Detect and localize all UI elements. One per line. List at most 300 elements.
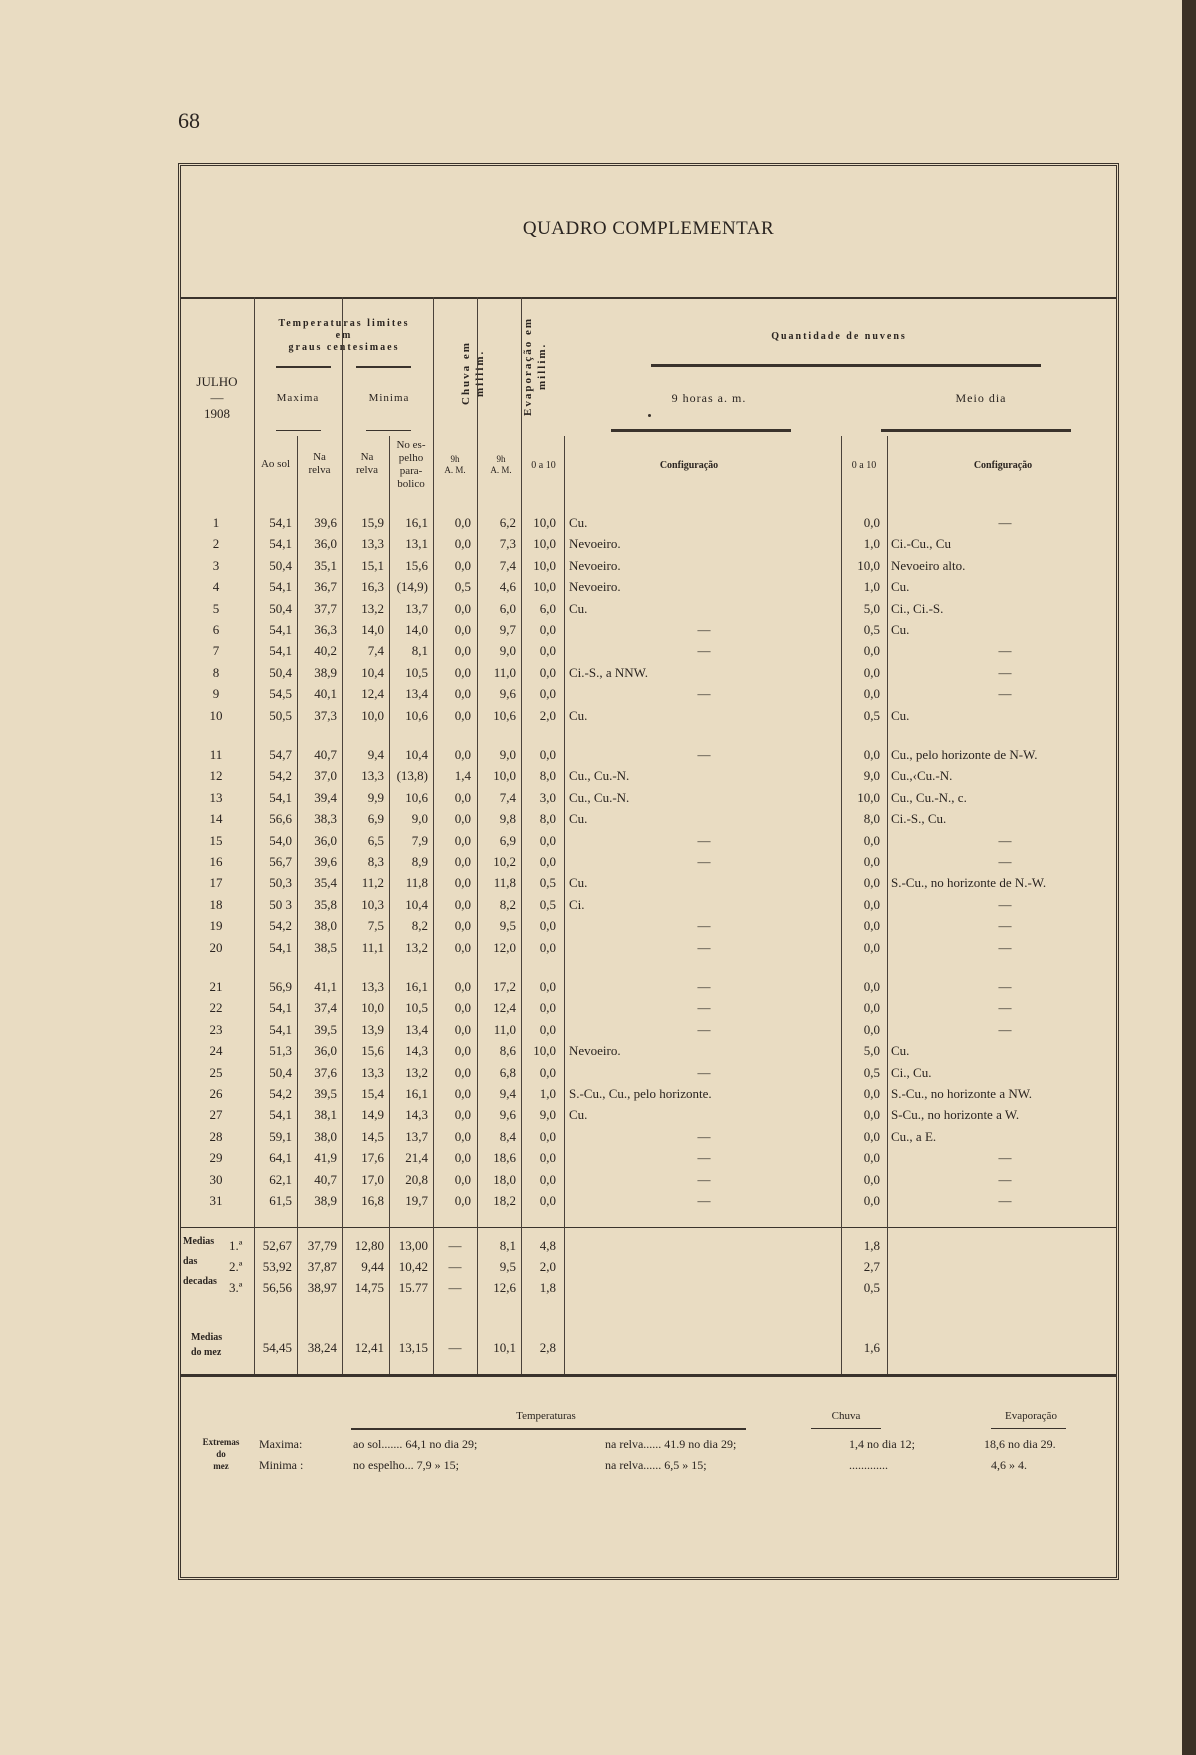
cell-relva-min: 15,9: [361, 515, 384, 530]
cell-sol: 54,1: [269, 1021, 292, 1037]
cell-relva-max: 38,0: [314, 918, 337, 934]
cell-n12: 8,0: [863, 811, 880, 827]
cell-espelho: 15.77: [398, 1280, 428, 1295]
cell-sol: 54,5: [269, 686, 292, 702]
cell-evap: 9,5: [499, 1259, 516, 1274]
cell-sol: 54,1: [269, 643, 292, 659]
table-row: [181, 1039, 1122, 1061]
cell-evap: 8,4: [499, 1128, 516, 1144]
cell-evap: 11,0: [493, 1021, 516, 1037]
cell-evap: 18,6: [493, 1150, 516, 1166]
cell-relva-max: 37,87: [307, 1259, 337, 1274]
cell-espelho: 10,42: [398, 1259, 428, 1274]
cell-relva-max: 36,0: [314, 1043, 337, 1059]
decade-row: [181, 1276, 1122, 1298]
cell-relva-min: 14,5: [361, 1128, 384, 1144]
na-relva-min-label: Na relva: [356, 451, 378, 476]
footer-min-espelho: no espelho... 7,9 » 15;: [353, 1458, 459, 1472]
cell-day: 19: [209, 918, 223, 934]
cell-espelho: 10,5: [405, 664, 428, 680]
cell-espelho: 8,9: [411, 854, 428, 869]
cloud-amount-9h-label: 0 a 10: [531, 460, 556, 471]
cell-relva-min: 13,3: [361, 536, 384, 552]
cell-sol: 50,4: [269, 600, 292, 616]
footer-max-chuva: 1,4 no dia 12;: [849, 1437, 915, 1451]
cell-relva-max: 37,79: [307, 1238, 337, 1253]
cell-n12: 0,0: [863, 1000, 880, 1016]
cell-day: 27: [209, 1107, 223, 1123]
cell-c9: —: [697, 1193, 711, 1208]
cloud-amount-noon-label: 0 a 10: [851, 460, 877, 471]
cell-evap: 12,4: [493, 1000, 516, 1016]
swash: [276, 366, 331, 368]
swash: [366, 430, 411, 431]
cell-evap: 9,5: [499, 918, 516, 934]
cell-c12: —: [998, 1021, 1012, 1037]
cell-relva-max: 39,5: [314, 1086, 337, 1101]
swash: [811, 1428, 881, 1429]
table-row: [181, 618, 1122, 640]
cell-n12: 0,0: [863, 515, 880, 530]
cell-relva-min: 16,3: [361, 579, 384, 595]
decade-row: [181, 1234, 1122, 1256]
cell-sol: 54,2: [269, 1086, 292, 1101]
cell-c9: Cu.: [569, 600, 588, 616]
cell-c12: —: [998, 515, 1012, 530]
cell-c9: Cu.: [569, 515, 588, 530]
cell-sol: 62,1: [269, 1171, 292, 1187]
cell-relva-max: 37,6: [314, 1064, 337, 1080]
cell-c9: —: [697, 686, 711, 702]
cell-espelho: 14,3: [405, 1107, 428, 1123]
cell-day: 11: [209, 747, 223, 762]
cell-sol: 59,1: [269, 1128, 292, 1144]
cell-espelho: 13,7: [405, 600, 428, 616]
cell-day: 5: [212, 600, 220, 616]
cell-chuva: 0,0: [454, 875, 471, 891]
cell-sol: 56,9: [269, 979, 292, 994]
cell-day: 9: [212, 686, 220, 702]
cell-relva-max: 38,3: [314, 811, 337, 827]
footer-minima-label: Minima :: [259, 1458, 304, 1472]
cell-n12: 0,0: [863, 1107, 880, 1123]
cell-chuva: 0,0: [454, 643, 471, 659]
cell-day: 8: [212, 664, 220, 680]
swash: [276, 430, 321, 431]
cell-chuva: 0,0: [454, 1171, 471, 1187]
cell-chuva: 0,0: [454, 811, 471, 827]
cell-c12: —: [998, 686, 1012, 702]
cell-relva-min: 7,4: [367, 643, 384, 659]
cell-day: 24: [209, 1043, 223, 1059]
cell-c9: —: [697, 854, 711, 869]
cell-n9: 4,8: [539, 1238, 556, 1253]
table-row: [181, 1082, 1122, 1104]
cell-chuva: 0,0: [454, 515, 471, 530]
cell-c9: —: [697, 918, 711, 934]
cell-sol: 54,7: [269, 747, 292, 762]
cell-day: 20: [209, 939, 223, 955]
cell-day: 28: [209, 1128, 223, 1144]
cell-n9: 0,0: [539, 686, 556, 702]
cell-evap: 18,2: [493, 1193, 516, 1208]
table-row: [181, 829, 1122, 851]
cell-evap: 10,2: [493, 854, 516, 869]
cell-n12: 0,0: [863, 875, 880, 891]
cell-espelho: 15,6: [405, 557, 428, 573]
cell-espelho: (14,9): [396, 579, 428, 595]
cell-evap: 12,6: [493, 1280, 516, 1295]
cell-c9: Nevoeiro.: [569, 536, 621, 552]
cell-sol: 54,1: [269, 939, 292, 955]
cell-n9: 2,0: [539, 707, 556, 723]
cell-c12: —: [998, 1000, 1012, 1016]
cell-n12: 0,0: [863, 854, 880, 869]
cell-n9: 2,0: [539, 1259, 556, 1274]
cell-c9: —: [697, 1021, 711, 1037]
cell-c12: Ci., Cu.: [891, 1064, 932, 1080]
cell-n9: 10,0: [533, 1043, 556, 1059]
cell-c9: —: [697, 939, 711, 955]
cell-day: 4: [212, 579, 220, 595]
cell-relva-min: 8,3: [367, 854, 384, 869]
cell-c12: Cu., pelo horizonte de N-W.: [891, 747, 1038, 762]
cell-chuva: —: [448, 1238, 462, 1253]
cell-relva-max: 38,9: [314, 664, 337, 680]
cell-n12: 1,8: [863, 1238, 880, 1253]
cell-n9: 0,0: [539, 1021, 556, 1037]
evaporacao-header: Evaporação em millim.: [522, 316, 548, 416]
cell-n12: 0,0: [863, 686, 880, 702]
cell-sol: 50,5: [269, 707, 292, 723]
cell-relva-min: 15,6: [361, 1043, 384, 1059]
cell-day: 3: [212, 557, 220, 573]
cell-c12: —: [998, 643, 1012, 659]
cell-relva-min: 13,3: [361, 979, 384, 994]
cell-chuva: 0,0: [454, 832, 471, 848]
footer-min-relva: na relva...... 6,5 » 15;: [605, 1458, 707, 1472]
table-row: [181, 597, 1122, 619]
cell-c12: S-Cu., no horizonte a W.: [891, 1107, 1020, 1123]
cell-espelho: 16,1: [405, 979, 428, 994]
cell-n9: 0,0: [539, 1128, 556, 1144]
cell-relva-min: 13,9: [361, 1021, 384, 1037]
cell-c12: —: [998, 939, 1012, 955]
cell-c12: —: [998, 1171, 1012, 1187]
cell-sol: 61,5: [269, 1193, 292, 1208]
cell-day: 26: [209, 1086, 223, 1101]
cell-c12: Cu., a E.: [891, 1128, 937, 1144]
cell-relva-min: 14,9: [361, 1107, 384, 1123]
cell-c12: Ci.-S., Cu.: [891, 811, 947, 827]
footer-max-sol: ao sol....... 64,1 no dia 29;: [353, 1437, 478, 1451]
cell-evap: 6,0: [499, 600, 516, 616]
cell-c12: —: [998, 854, 1012, 869]
cell-sol: 50 3: [269, 896, 292, 912]
cell-day: 13: [209, 789, 223, 805]
monthly-mean-row: 54,45 38,24 12,41 13,15 — 10,1 2,8 1,6: [262, 1340, 880, 1355]
cell-relva-max: 40,7: [314, 1171, 337, 1187]
table-row: [181, 893, 1122, 915]
swash: [611, 429, 791, 432]
cell-sol: 51,3: [269, 1043, 292, 1059]
cell-sol: 54,2: [269, 768, 292, 784]
cell-chuva: 0,0: [454, 747, 471, 762]
cell-chuva: 0,0: [454, 622, 471, 637]
cell-evap: 9,8: [499, 811, 516, 827]
cell-relva-max: 35,4: [314, 875, 337, 891]
cell-sol: 54,1: [269, 536, 292, 552]
cell-label: 3.ª: [229, 1280, 243, 1295]
cell-espelho: 13,7: [405, 1128, 428, 1144]
table-row: [181, 914, 1122, 936]
table-row: [181, 1061, 1122, 1083]
cell-relva-min: 6,5: [367, 832, 384, 848]
cell-chuva: 0,0: [454, 918, 471, 934]
cell-c9: Cu.: [569, 875, 588, 891]
cell-espelho: 13,2: [405, 1064, 428, 1080]
cell-n9: 0,5: [539, 875, 556, 891]
na-relva-max-label: Na relva: [308, 451, 331, 476]
cell-n9: 0,0: [539, 747, 556, 762]
cell-espelho: 9,0: [411, 811, 428, 827]
page-edge: [1182, 0, 1196, 1755]
cell-c12: —: [998, 918, 1012, 934]
footer-maxima-label: Maxima:: [259, 1437, 303, 1451]
cell-n9: 1,0: [539, 1086, 556, 1101]
cell-espelho: 16,1: [405, 515, 428, 530]
cell-relva-max: 39,6: [314, 515, 337, 530]
cell-c12: Cu., Cu.-N., c.: [891, 789, 967, 805]
cell-sol: 50,4: [269, 557, 292, 573]
table-row: [181, 554, 1122, 576]
cell-espelho: 10,5: [405, 1000, 428, 1016]
cell-espelho: 8,1: [411, 643, 428, 659]
cell-n12: 0,0: [863, 939, 880, 955]
cell-relva-max: 39,4: [314, 789, 337, 805]
cell-c12: Cu.: [891, 707, 910, 723]
cell-chuva: 0,0: [454, 536, 471, 552]
cell-day: 18: [209, 896, 223, 912]
temperature-group-label: Temperaturas limites em graus centesimaes: [278, 318, 410, 353]
cell-n9: 0,0: [539, 1064, 556, 1080]
cell-evap: 9,6: [499, 686, 516, 702]
cell-day: 2: [212, 536, 220, 552]
decade-row: [181, 1255, 1122, 1277]
cell-chuva: 0,0: [454, 1128, 471, 1144]
cell-n9: 10,0: [533, 579, 556, 595]
cell-sol: 54,1: [269, 579, 292, 595]
cell-espelho: 8,2: [411, 918, 428, 934]
table-row: [181, 1146, 1122, 1168]
cell-day: 6: [212, 622, 220, 637]
table-row: [181, 871, 1122, 893]
cell-c12: —: [998, 832, 1012, 848]
table-row: [181, 1018, 1122, 1040]
cell-sol: 54,1: [269, 515, 292, 530]
cell-chuva: —: [448, 1259, 462, 1274]
cell-n12: 0,0: [863, 1086, 880, 1101]
footer-rule: [181, 1374, 1116, 1377]
cell-evap: 18,0: [493, 1171, 516, 1187]
cell-day: 1: [212, 515, 220, 530]
swash: [881, 429, 1071, 432]
table-row: [181, 575, 1122, 597]
footer-max-evap: 18,6 no dia 29.: [984, 1437, 1056, 1451]
table-row: [181, 1168, 1122, 1190]
medias-mez-label: Medias do mez: [191, 1332, 223, 1358]
cell-n9: 0,0: [539, 1193, 556, 1208]
table-row: [181, 532, 1122, 554]
cell-chuva: 0,0: [454, 1000, 471, 1016]
cell-sol: 56,56: [262, 1280, 292, 1295]
cell-n12: 10,0: [857, 557, 880, 573]
cell-sol: 54,1: [269, 1000, 292, 1016]
cell-sol: 54,2: [269, 918, 292, 934]
cell-evap: 9,0: [499, 747, 516, 762]
cell-n9: 0,0: [539, 664, 556, 680]
cell-day: 29: [209, 1150, 223, 1166]
meio-dia-label: Meio dia: [955, 391, 1007, 405]
cell-evap: 6,9: [499, 832, 516, 848]
title-separator: [181, 297, 1116, 299]
cell-n12: 0,0: [863, 832, 880, 848]
maxima-label: Maxima: [276, 392, 320, 404]
cell-c9: Cu., Cu.-N.: [569, 789, 630, 805]
cell-c9: —: [697, 643, 711, 659]
cell-n9: 0,0: [539, 939, 556, 955]
cell-relva-min: 16,8: [361, 1193, 384, 1208]
cell-n12: 10,0: [857, 789, 880, 805]
cell-n9: 0,0: [539, 622, 556, 637]
cell-n9: 0,0: [539, 854, 556, 869]
cell-n9: 0,0: [539, 1000, 556, 1016]
swash: [991, 1428, 1066, 1429]
cell-chuva: —: [448, 1280, 462, 1295]
page-number: 68: [178, 108, 200, 133]
footer-max-relva: na relva...... 41.9 no dia 29;: [605, 1437, 737, 1451]
cell-chuva: 0,0: [454, 979, 471, 994]
cell-relva-max: 37,0: [314, 768, 337, 784]
cell-n12: 0,0: [863, 979, 880, 994]
cell-espelho: 10,4: [405, 747, 428, 762]
cell-relva-max: 35,1: [314, 557, 337, 573]
cell-n9: 0,0: [539, 979, 556, 994]
cell-n12: 5,0: [863, 1043, 880, 1059]
table-row: [181, 936, 1122, 958]
cell-n12: 0,0: [863, 918, 880, 934]
cell-c9: —: [697, 1000, 711, 1016]
cell-chuva: 0,0: [454, 939, 471, 955]
cell-espelho: 20,8: [405, 1171, 428, 1187]
table-row: [181, 764, 1122, 786]
cell-day: 17: [209, 875, 223, 891]
cell-sol: 53,92: [262, 1259, 292, 1274]
cell-relva-min: 10,0: [361, 1000, 384, 1016]
cell-evap: 9,4: [499, 1086, 516, 1101]
configuration-9h-label: Configuração: [659, 460, 719, 471]
cell-label: 1.ª: [229, 1238, 243, 1253]
decadas-rule: [181, 1227, 1116, 1228]
cell-day: 12: [209, 768, 223, 784]
cell-n12: 0,0: [863, 1193, 880, 1208]
cell-n12: 0,0: [863, 896, 880, 912]
cell-chuva: 0,0: [454, 896, 471, 912]
cell-evap: 6,2: [499, 515, 516, 530]
cell-sol: 54,1: [269, 622, 292, 637]
table-row: [181, 639, 1122, 661]
table-row: [181, 704, 1122, 726]
cell-c12: Cu.: [891, 579, 910, 595]
cell-chuva: 0,0: [454, 789, 471, 805]
cell-chuva: 0,0: [454, 1021, 471, 1037]
cell-relva-max: 36,0: [314, 832, 337, 848]
cell-n12: 0,0: [863, 643, 880, 659]
cell-evap: 9,7: [499, 622, 516, 637]
cell-n12: 9,0: [863, 768, 880, 784]
cell-espelho: 13,00: [398, 1238, 428, 1253]
cell-chuva: 0,0: [454, 686, 471, 702]
cell-c9: Nevoeiro.: [569, 557, 621, 573]
cell-n9: 9,0: [539, 1107, 556, 1123]
cell-c9: —: [697, 747, 711, 762]
cell-relva-min: 14,0: [361, 622, 384, 637]
cell-day: 21: [209, 979, 223, 994]
cell-chuva: 0,5: [454, 579, 471, 595]
footer-min-chuva: .............: [849, 1458, 888, 1472]
cell-relva-min: 11,2: [361, 875, 384, 891]
cell-chuva: 0,0: [454, 1150, 471, 1166]
cell-espelho: 11,8: [405, 875, 428, 891]
cell-n12: 0,5: [863, 1064, 880, 1080]
cell-relva-max: 40,2: [314, 643, 337, 659]
cell-c9: —: [697, 1171, 711, 1187]
cell-evap: 8,6: [499, 1043, 516, 1059]
cell-sol: 64,1: [269, 1150, 292, 1166]
cell-c9: —: [697, 1150, 711, 1166]
cell-n9: 1,8: [539, 1280, 556, 1295]
cell-n9: 0,0: [539, 1150, 556, 1166]
cell-chuva: 0,0: [454, 1107, 471, 1123]
cell-espelho: 14,0: [405, 622, 428, 637]
cell-evap: 6,8: [499, 1064, 516, 1080]
cell-relva-max: 38,1: [314, 1107, 337, 1123]
cell-c12: Cu.: [891, 622, 910, 637]
chuva-time-label: 9h A. M.: [444, 454, 466, 475]
cell-relva-min: 13,3: [361, 1064, 384, 1080]
cell-relva-min: 11,1: [361, 939, 384, 955]
cell-espelho: (13,8): [396, 768, 428, 784]
cell-espelho: 13,4: [405, 686, 428, 702]
cell-relva-min: 17,0: [361, 1171, 384, 1187]
table-row: [181, 1189, 1122, 1211]
table-row: [181, 682, 1122, 704]
cell-relva-max: 36,0: [314, 536, 337, 552]
cell-sol: 54,0: [269, 832, 292, 848]
swash: [651, 364, 1041, 367]
table-row: [181, 511, 1122, 533]
cell-evap: 7,3: [499, 536, 516, 552]
cell-c12: —: [998, 1150, 1012, 1166]
cell-c12: Cu.,‹Cu.-N.: [891, 768, 953, 784]
cell-relva-max: 41,1: [314, 979, 337, 994]
cell-relva-max: 40,1: [314, 686, 337, 702]
cell-chuva: 0,0: [454, 1064, 471, 1080]
cell-c12: Cu.: [891, 1043, 910, 1059]
cell-evap: 4,6: [499, 579, 516, 595]
cell-n9: 0,0: [539, 1171, 556, 1187]
cell-espelho: 10,4: [405, 896, 428, 912]
